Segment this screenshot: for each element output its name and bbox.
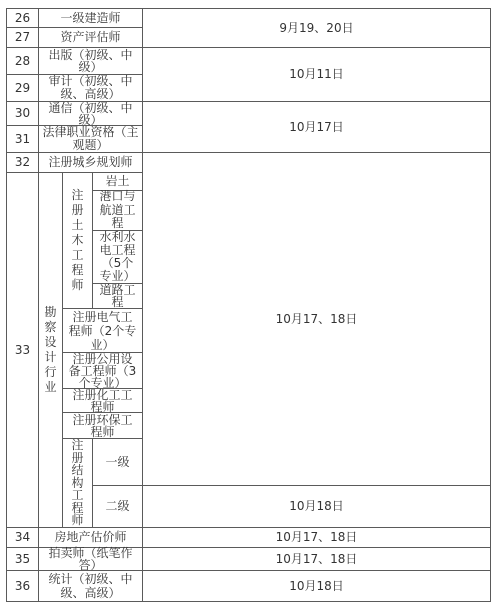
row-number: 31	[6, 125, 39, 153]
row-number: 35	[6, 547, 39, 571]
exam-date-cell: 10月17、18日	[142, 152, 491, 486]
row-number: 29	[6, 74, 39, 102]
specialty-cell: 道路工程	[92, 283, 143, 309]
row-number: 27	[6, 27, 39, 48]
exam-date-cell: 10月18日	[142, 570, 491, 602]
subcategory-cell: 注册电气工程师（2个专业）	[62, 308, 143, 353]
specialty-cell: 水利水电工程（5个专业）	[92, 230, 143, 284]
exam-date-cell: 10月17、18日	[142, 527, 491, 548]
exam-date-cell: 10月11日	[142, 47, 491, 102]
exam-name-cell: 统计（初级、中级、高级）	[38, 570, 143, 602]
exam-name-cell: 资产评估师	[38, 27, 143, 48]
exam-name-cell: 拍卖师（纸笔作答）	[38, 547, 143, 571]
exam-date-cell: 10月18日	[142, 485, 491, 528]
row-number: 28	[6, 47, 39, 75]
exam-name-cell: 法律职业资格（主观题）	[38, 125, 143, 153]
row-number: 36	[6, 570, 39, 602]
specialty-cell: 港口与航道工程	[92, 190, 143, 231]
exam-date-cell: 10月17、18日	[142, 547, 491, 571]
subcategory-cell: 注册土木工程师	[62, 172, 93, 309]
exam-name-cell: 审计（初级、中级、高级）	[38, 74, 143, 102]
subcategory-cell: 注册化工工程师	[62, 388, 143, 413]
exam-date-cell: 10月17日	[142, 101, 491, 153]
row-number: 33	[6, 172, 39, 528]
category-cell: 勘察设计行业	[38, 172, 63, 528]
exam-name-cell: 注册城乡规划师	[38, 152, 143, 173]
exam-name-cell: 通信（初级、中级）	[38, 101, 143, 126]
specialty-cell: 岩土	[92, 172, 143, 191]
row-number: 34	[6, 527, 39, 548]
subcategory-cell: 注册环保工程师	[62, 412, 143, 439]
exam-date-cell: 9月19、20日	[142, 8, 491, 48]
row-number: 30	[6, 101, 39, 126]
level-cell: 一级	[92, 438, 143, 486]
exam-name-cell: 房地产估价师	[38, 527, 143, 548]
row-number: 26	[6, 8, 39, 28]
subcategory-cell: 注册公用设备工程师（3个专业）	[62, 352, 143, 389]
row-number: 32	[6, 152, 39, 173]
level-cell: 二级	[92, 485, 143, 528]
exam-name-cell: 一级建造师	[38, 8, 143, 28]
exam-name-cell: 出版（初级、中级）	[38, 47, 143, 75]
subcategory-cell: 注册结构工程师	[62, 438, 93, 528]
